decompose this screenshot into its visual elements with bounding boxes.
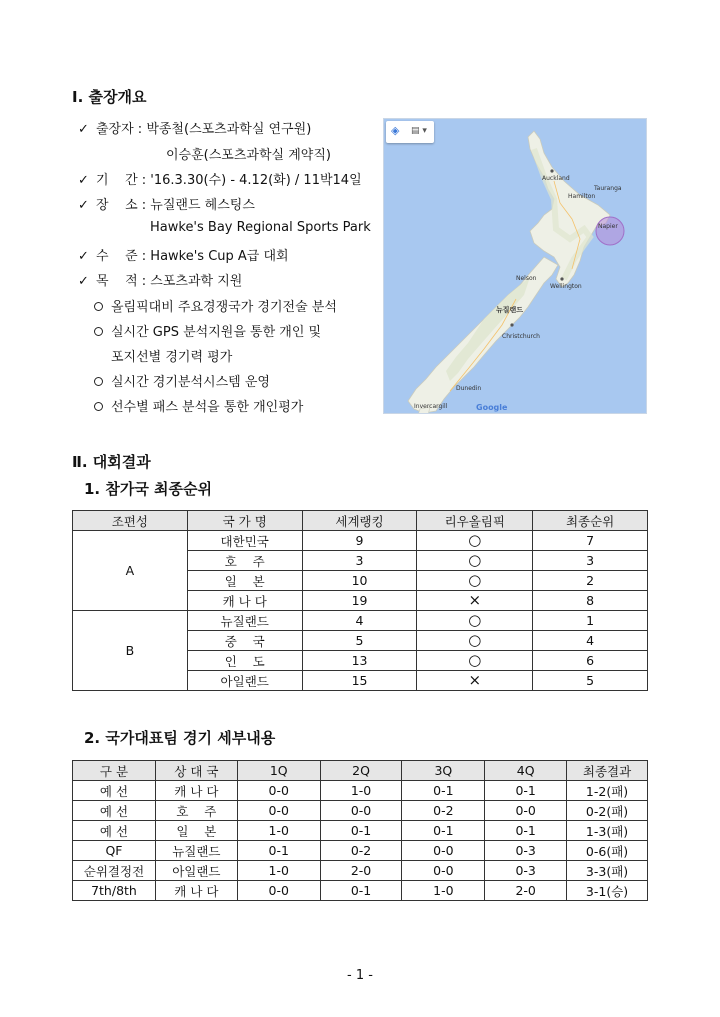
item-text: 목 적 : 스포츠과학 지원 bbox=[96, 274, 243, 289]
overview-item bbox=[78, 245, 289, 264]
country-cell: 캐 나 다 bbox=[187, 591, 302, 611]
final-cell: 8 bbox=[533, 591, 648, 611]
rank-cell: 19 bbox=[302, 591, 417, 611]
rank-cell: 3 bbox=[302, 551, 417, 571]
overview-item bbox=[150, 220, 371, 235]
q3-cell: 1-0 bbox=[402, 881, 485, 901]
country-cell: 대한민국 bbox=[187, 531, 302, 551]
section2-sub2: 2. 국가대표팀 경기 세부내용 bbox=[84, 729, 276, 747]
item-text: 수 준 : Hawke's Cup A급 대회 bbox=[96, 249, 289, 264]
final-cell: 4 bbox=[533, 631, 648, 651]
item-text: 출장자 : 박종철(스포츠과학실 연구원) bbox=[96, 122, 312, 137]
bullet-item: 올림픽대비 주요경쟁국가 경기전술 분석 bbox=[94, 296, 337, 315]
country-cell: 일 본 bbox=[187, 571, 302, 591]
q1-cell: 0-1 bbox=[237, 841, 320, 861]
q1-cell: 0-0 bbox=[237, 781, 320, 801]
country-cell: 중 국 bbox=[187, 631, 302, 651]
layers-icon[interactable]: ▤ ▾ bbox=[411, 126, 427, 136]
match-detail-table bbox=[72, 760, 648, 901]
map-label-nz: 뉴질랜드 bbox=[496, 306, 524, 314]
result-cell: 1-2(패) bbox=[567, 781, 648, 801]
q4-cell: 2-0 bbox=[485, 881, 567, 901]
opponent-cell: 캐 나 다 bbox=[155, 781, 237, 801]
q4-cell: 0-1 bbox=[485, 781, 567, 801]
compass-icon[interactable]: ◈ bbox=[391, 124, 400, 137]
rio-cell: ○ bbox=[417, 531, 533, 551]
final-cell: 2 bbox=[533, 571, 648, 591]
table-row bbox=[73, 801, 648, 821]
google-logo: Google bbox=[476, 403, 508, 412]
circle-bullet-icon bbox=[94, 302, 103, 311]
country-cell: 아일랜드 bbox=[187, 671, 302, 691]
country-cell: 호 주 bbox=[187, 551, 302, 571]
overview-item bbox=[166, 144, 331, 163]
table-row bbox=[73, 881, 648, 901]
bullet-item-cont: 포지선별 경기력 평가 bbox=[111, 350, 233, 365]
page-number: - 1 - bbox=[347, 968, 373, 983]
map-label-hamilton: Hamilton bbox=[568, 193, 596, 200]
final-cell: 1 bbox=[533, 611, 648, 631]
result-cell: 0-2(패) bbox=[567, 801, 648, 821]
q1-cell: 1-0 bbox=[237, 861, 320, 881]
q1-cell: 0-0 bbox=[237, 801, 320, 821]
stage-cell: 예 선 bbox=[73, 801, 156, 821]
col-header: 최종결과 bbox=[567, 761, 648, 781]
table-header-row bbox=[73, 761, 648, 781]
table-row bbox=[73, 821, 648, 841]
col-header: 2Q bbox=[320, 761, 402, 781]
overview-item bbox=[78, 169, 362, 188]
q3-cell: 0-1 bbox=[402, 781, 485, 801]
q3-cell: 0-1 bbox=[402, 821, 485, 841]
map-label-nelson: Nelson bbox=[516, 275, 537, 282]
section2-sub1: 1. 참가국 최종순위 bbox=[84, 480, 213, 498]
col-header: 국 가 명 bbox=[187, 511, 302, 531]
table-row bbox=[73, 611, 648, 631]
rio-cell: ○ bbox=[417, 631, 533, 651]
opponent-cell: 아일랜드 bbox=[155, 861, 237, 881]
rio-cell: ○ bbox=[417, 611, 533, 631]
circle-bullet-icon bbox=[94, 377, 103, 386]
ranking-table bbox=[72, 510, 648, 691]
map-land-shape bbox=[384, 119, 647, 414]
rank-cell: 4 bbox=[302, 611, 417, 631]
q2-cell: 0-1 bbox=[320, 821, 402, 841]
result-cell: 3-1(승) bbox=[567, 881, 648, 901]
section1-title: Ⅰ. 출장개요 bbox=[72, 88, 147, 106]
map-label-christchurch: Christchurch bbox=[502, 333, 540, 340]
result-cell: 0-6(패) bbox=[567, 841, 648, 861]
q4-cell: 0-1 bbox=[485, 821, 567, 841]
map-label-invercargill: Invercargill bbox=[414, 403, 448, 410]
item-text: Hawke's Bay Regional Sports Park bbox=[150, 220, 371, 235]
check-icon: ✓ bbox=[78, 122, 89, 137]
final-cell: 3 bbox=[533, 551, 648, 571]
q2-cell: 1-0 bbox=[320, 781, 402, 801]
q2-cell: 0-1 bbox=[320, 881, 402, 901]
col-header: 리우올림픽 bbox=[417, 511, 533, 531]
overview-item bbox=[78, 270, 242, 289]
rio-cell: × bbox=[417, 671, 533, 691]
map-label-napier: Napier bbox=[598, 223, 618, 230]
map-label-auckland: Auckland bbox=[542, 175, 570, 182]
table-header-row bbox=[73, 511, 648, 531]
check-icon: ✓ bbox=[78, 249, 89, 264]
item-text: 이승훈(스포츠과학실 계약직) bbox=[166, 148, 331, 163]
opponent-cell: 일 본 bbox=[155, 821, 237, 841]
q4-cell: 0-3 bbox=[485, 841, 567, 861]
col-header: 3Q bbox=[402, 761, 485, 781]
circle-bullet-icon bbox=[94, 327, 103, 336]
q2-cell: 0-0 bbox=[320, 801, 402, 821]
col-header: 4Q bbox=[485, 761, 567, 781]
overview-item bbox=[78, 194, 255, 213]
check-icon: ✓ bbox=[78, 198, 89, 213]
table-row bbox=[73, 531, 648, 551]
stage-cell: 순위결정전 bbox=[73, 861, 156, 881]
section2-title: Ⅱ. 대회결과 bbox=[72, 453, 151, 471]
map-label-dunedin: Dunedin bbox=[456, 385, 482, 392]
table-row bbox=[73, 781, 648, 801]
stage-cell: 예 선 bbox=[73, 821, 156, 841]
opponent-cell: 뉴질랜드 bbox=[155, 841, 237, 861]
bullet-item: 실시간 GPS 분석지원을 통한 개인 및 bbox=[94, 321, 321, 340]
stage-cell: QF bbox=[73, 841, 156, 861]
rio-cell: ○ bbox=[417, 651, 533, 671]
col-header: 최종순위 bbox=[533, 511, 648, 531]
col-header: 세계랭킹 bbox=[302, 511, 417, 531]
check-icon: ✓ bbox=[78, 274, 89, 289]
q2-cell: 2-0 bbox=[320, 861, 402, 881]
rank-cell: 10 bbox=[302, 571, 417, 591]
col-header: 구 분 bbox=[73, 761, 156, 781]
group-cell: B bbox=[73, 611, 188, 691]
item-text: 장 소 : 뉴질랜드 헤스팅스 bbox=[96, 198, 255, 213]
q1-cell: 1-0 bbox=[237, 821, 320, 841]
circle-bullet-icon bbox=[94, 402, 103, 411]
country-cell: 뉴질랜드 bbox=[187, 611, 302, 631]
rank-cell: 9 bbox=[302, 531, 417, 551]
table-row bbox=[73, 861, 648, 881]
result-cell: 1-3(패) bbox=[567, 821, 648, 841]
stage-cell: 예 선 bbox=[73, 781, 156, 801]
rio-cell: ○ bbox=[417, 571, 533, 591]
q4-cell: 0-0 bbox=[485, 801, 567, 821]
q3-cell: 0-0 bbox=[402, 861, 485, 881]
bullet-item: 실시간 경기분석시스템 운영 bbox=[94, 371, 270, 390]
col-header: 1Q bbox=[237, 761, 320, 781]
q4-cell: 0-3 bbox=[485, 861, 567, 881]
q2-cell: 0-2 bbox=[320, 841, 402, 861]
group-cell: A bbox=[73, 531, 188, 611]
country-cell: 인 도 bbox=[187, 651, 302, 671]
opponent-cell: 캐 나 다 bbox=[155, 881, 237, 901]
rank-cell: 15 bbox=[302, 671, 417, 691]
opponent-cell: 호 주 bbox=[155, 801, 237, 821]
result-cell: 3-3(패) bbox=[567, 861, 648, 881]
final-cell: 5 bbox=[533, 671, 648, 691]
item-text: 기 간 : '16.3.30(수) - 4.12(화) / 11박14일 bbox=[96, 173, 362, 188]
map-label-tauranga: Tauranga bbox=[594, 185, 622, 192]
stage-cell: 7th/8th bbox=[73, 881, 156, 901]
q1-cell: 0-0 bbox=[237, 881, 320, 901]
q3-cell: 0-2 bbox=[402, 801, 485, 821]
table-row bbox=[73, 841, 648, 861]
col-header: 조편성 bbox=[73, 511, 188, 531]
rank-cell: 5 bbox=[302, 631, 417, 651]
map-label-wellington: Wellington bbox=[550, 283, 582, 290]
bullet-item: 선수별 패스 분석을 통한 개인평가 bbox=[94, 396, 303, 415]
q3-cell: 0-0 bbox=[402, 841, 485, 861]
overview-item bbox=[78, 118, 311, 137]
rio-cell: × bbox=[417, 591, 533, 611]
map-controls bbox=[386, 121, 434, 143]
rio-cell: ○ bbox=[417, 551, 533, 571]
rank-cell: 13 bbox=[302, 651, 417, 671]
col-header: 상 대 국 bbox=[155, 761, 237, 781]
new-zealand-map[interactable] bbox=[383, 118, 647, 414]
final-cell: 6 bbox=[533, 651, 648, 671]
check-icon: ✓ bbox=[78, 173, 89, 188]
final-cell: 7 bbox=[533, 531, 648, 551]
